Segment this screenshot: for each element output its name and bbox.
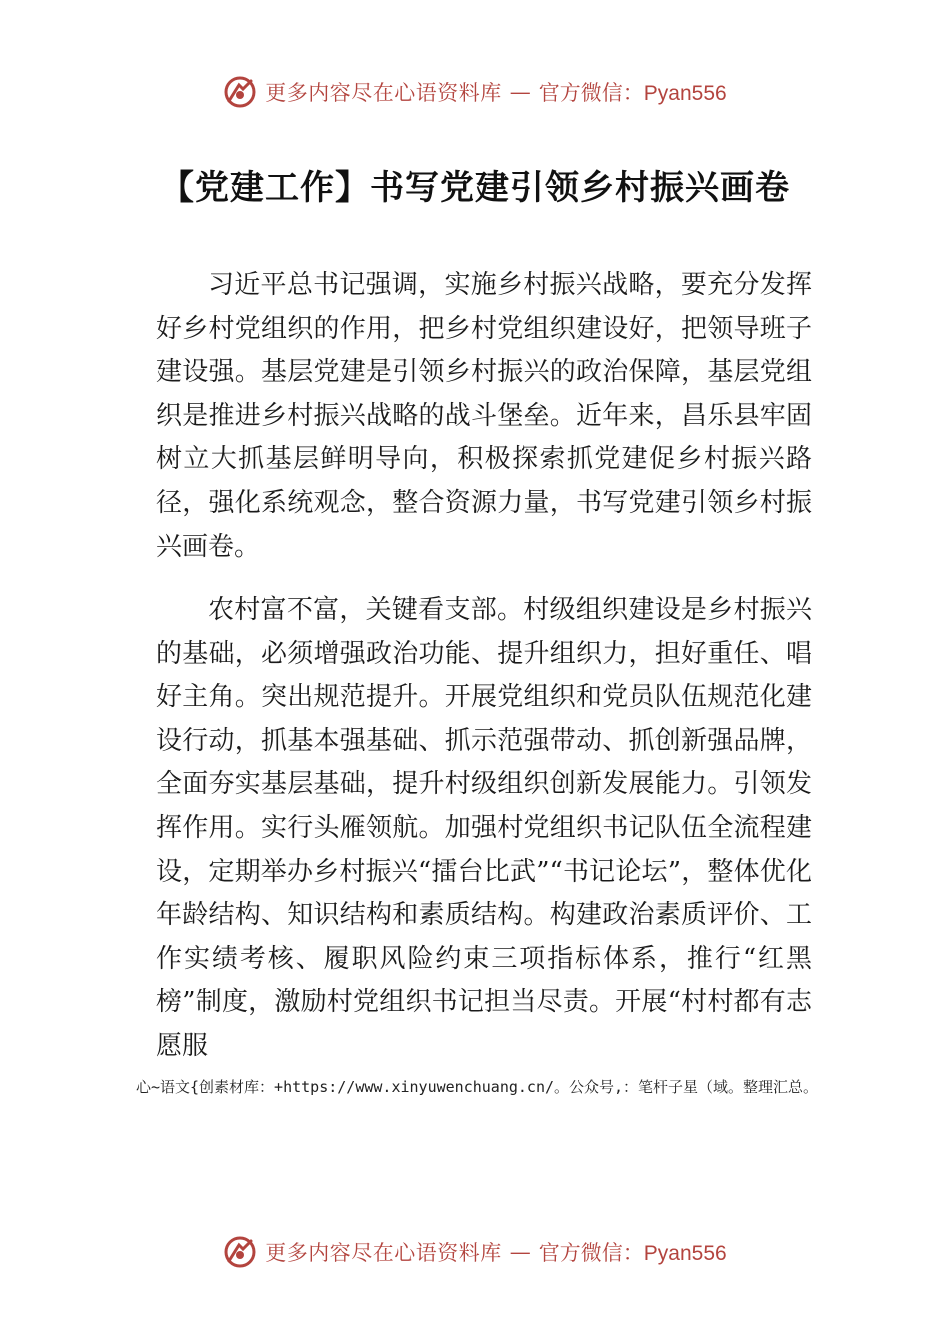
paragraph-2: 农村富不富，关键看支部。村级组织建设是乡村振兴的基础，必须增强政治功能、提升组织力，担好重任、唱好主角。突出规范提升。开展党组织和党员队伍规范化建设行动，抓基本强基础、抓示范强带动、抓创新强品牌，全面夯实基层基础，提升村级组织创新发展能力。引领发挥作用。实行头雁领航。加强村党组织书记队伍全流程建设，定期举办乡村振兴“擂台比武”“书记论坛”，整体优化年龄结构、知识结构和素质结构。构建政治素质评价、工作实绩考核、履职风险约束三项指标体系，推行“红黑榜”制度，激励村党组织书记担当尽责。开展“村村都有志愿服: [156, 595, 812, 1061]
banner-text: 更多内容尽在心语资料库: [265, 81, 502, 105]
footer-banner: [0, 1232, 950, 1272]
brand-logo-icon: [223, 75, 257, 109]
banner-separator: —: [509, 80, 531, 104]
brand-logo-icon: [223, 1235, 257, 1269]
banner-wechat: 官方微信：Pyan556: [538, 82, 727, 105]
footnote: 心~语文{创素材库：+https://www.xinyuwenchuang.cn/。公众号,：笔杆子星（域。整理汇总。: [136, 1078, 819, 1096]
document-title: 【党建工作】书写党建引领乡村振兴画卷: [160, 168, 790, 208]
header-banner: [0, 72, 950, 112]
banner-separator: —: [509, 1240, 531, 1264]
paragraph-1: 习近平总书记强调，实施乡村振兴战略，要充分发挥好乡村党组织的作用，把乡村党组织建设好，把领导班子建设强。基层党建是引领乡村振兴的政治保障，基层党组织是推进乡村振兴战略的战斗堡垒。近年来，昌乐县牢固树立大抓基层鲜明导向，积极探索抓党建促乡村振兴路径，强化系统观念，整合资源力量，书写党建引领乡村振兴画卷。: [156, 270, 812, 562]
banner-text: 更多内容尽在心语资料库: [265, 1241, 502, 1265]
banner-wechat: 官方微信：Pyan556: [538, 1242, 727, 1265]
